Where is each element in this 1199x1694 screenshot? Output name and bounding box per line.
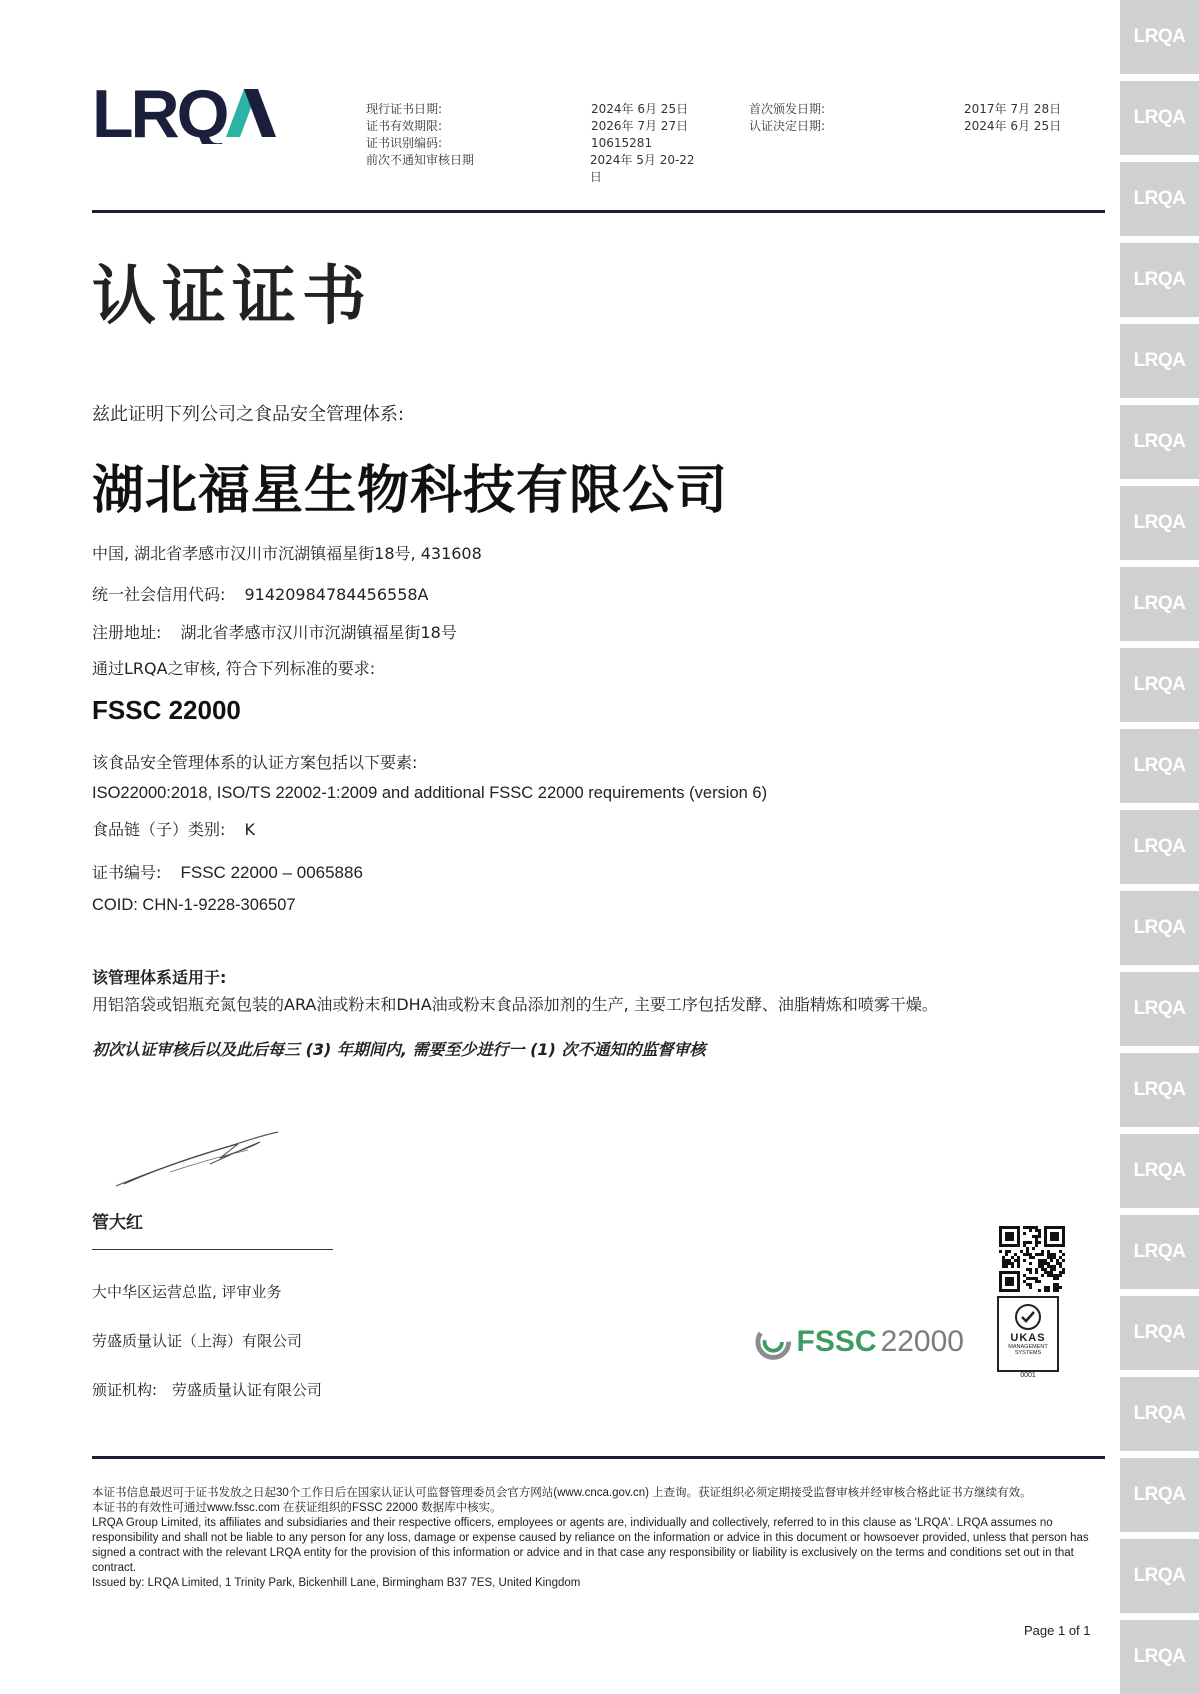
side-tab: [1120, 0, 1199, 74]
svg-text:LRQ: LRQ: [92, 82, 227, 144]
meta-label: 前次不通知审核日期: [366, 153, 475, 167]
side-tab-label: LRQA: [1133, 1322, 1186, 1343]
cert-number-value: FSSC 22000 – 0065886: [180, 863, 363, 882]
side-tab: [1120, 1053, 1199, 1127]
issuer-name: 劳盛质量认证有限公司: [171, 1381, 322, 1399]
side-tab-label: LRQA: [1133, 431, 1186, 452]
side-tab-label: LRQA: [1133, 1241, 1186, 1262]
side-tab: [1120, 162, 1199, 236]
side-tab-label: LRQA: [1133, 107, 1186, 128]
side-tab: [1120, 1620, 1199, 1694]
surveillance-note: 初次认证审核后以及此后每三 (3) 年期间内, 需要至少进行一 (1) 次不通知的监督审核: [92, 1040, 706, 1059]
footer-line-issuer: Issued by: LRQA Limited, 1 Trinity Park, Bickenhill Lane, Birmingham B37 7ES, United Kingdom: [92, 1577, 581, 1589]
ukas-subtext: MANAGEMENT SYSTEMS: [1008, 1344, 1048, 1356]
fssc-swirl-icon: [754, 1322, 793, 1362]
page-number: Page 1 of 1: [1024, 1623, 1091, 1638]
side-tab-label: LRQA: [1133, 1160, 1186, 1181]
side-tab-label: LRQA: [1133, 593, 1186, 614]
scope-text: 用铝箔袋或铝瓶充氮包装的ARA油或粉末和DHA油或粉末食品添加剂的生产, 主要工序包括发酵、油脂精炼和喷雾干燥。: [92, 995, 938, 1014]
side-tab-label: LRQA: [1133, 188, 1186, 209]
side-tab: [1120, 405, 1199, 479]
side-tab-label: LRQA: [1133, 1079, 1186, 1100]
meta-value: 2024年 6月 25日: [964, 119, 1062, 133]
meta-value: 2026年 7月 27日: [591, 119, 689, 133]
meta-label: 首次颁发日期:: [749, 102, 826, 116]
side-tab: [1120, 891, 1199, 965]
scheme-intro: 该食品安全管理体系的认证方案包括以下要素:: [92, 753, 418, 772]
issuer-label: 颁证机构:: [92, 1381, 158, 1399]
company-address: 中国, 湖北省孝感市汉川市沉湖镇福星街18号, 431608: [92, 544, 482, 563]
side-tab-label: LRQA: [1133, 1565, 1186, 1586]
category-row: [92, 817, 255, 840]
footer-line-disclaimer: LRQA Group Limited, its affiliates and subsidiaries and their respective officers, employees or agents are, individually and collectively, referred to in this clause as 'LRQA'. LRQA assumes no responsibility and shall not be liable to any person for any loss, damage or expense caused by reliance on the information or advice in this document or howsoever provided, unless that person has signed a contract with the relevant LRQA entity for the provision of this information or advice and in that case any responsibility or liability is exclusively on the terms and conditions set out in that contract.: [92, 1517, 1089, 1574]
side-tab-label: LRQA: [1133, 512, 1186, 533]
side-tab-label: LRQA: [1133, 674, 1186, 695]
footer-line-cnca: 本证书信息最迟可于证书发放之日起30个工作日后在国家认证认可监督管理委员会官方网站(www.cnca.gov.cn) 上查询。获证组织必须定期接受监督审核并经审核合格此证书方继续有效。: [92, 1487, 1032, 1499]
meta-value: 2024年 5月 20-22日: [589, 153, 695, 184]
side-tab: [1120, 1539, 1199, 1613]
meta-label: 证书有效期限:: [366, 119, 443, 133]
certificate-title: 认证证书: [92, 260, 372, 334]
signatory-name: 管大红: [92, 1213, 143, 1233]
side-tab: [1120, 648, 1199, 722]
cert-number-row: [92, 860, 363, 883]
footer-divider: [92, 1456, 1105, 1459]
fssc-logo-light: 22000: [880, 1325, 964, 1358]
signature-line: [92, 1249, 333, 1250]
side-tab-strip: [1120, 0, 1199, 1694]
side-tab: [1120, 1296, 1199, 1370]
header-divider: [92, 210, 1105, 213]
registered-address-row: [92, 620, 457, 643]
credit-code-row: [92, 582, 429, 605]
side-tab-label: LRQA: [1133, 917, 1186, 938]
side-tab: [1120, 1215, 1199, 1289]
header-meta-right: [749, 101, 1079, 135]
side-tab: [1120, 1458, 1199, 1532]
meta-label: 证书识别编码:: [366, 136, 443, 150]
audit-statement: 通过LRQA之审核, 符合下列标准的要求:: [92, 659, 376, 678]
intro-text: 兹此证明下列公司之食品安全管理体系:: [92, 404, 405, 425]
side-tab-label: LRQA: [1133, 350, 1186, 371]
side-tab: [1120, 810, 1199, 884]
reg-address-label: 注册地址:: [92, 623, 162, 642]
side-tab: [1120, 1377, 1199, 1451]
reg-address-value: 湖北省孝感市汉川市沉湖镇福星街18号: [180, 623, 457, 642]
qr-code: [999, 1226, 1065, 1292]
header-meta-left: [366, 101, 706, 186]
category-value: K: [244, 820, 255, 839]
side-tab: [1120, 972, 1199, 1046]
signature: [110, 1128, 290, 1190]
standard-name: FSSC 22000: [92, 695, 241, 725]
side-tab-label: LRQA: [1133, 1403, 1186, 1424]
meta-value: 2017年 7月 28日: [964, 102, 1062, 116]
side-tab-label: LRQA: [1133, 998, 1186, 1019]
meta-label: 现行证书日期:: [366, 102, 443, 116]
footer-line-fssc: 本证书的有效性可通过www.fssc.com 在获证组织的FSSC 22000 数据库中核实。: [92, 1502, 502, 1514]
cert-number-label: 证书编号:: [92, 863, 162, 882]
issuer-row: [92, 1379, 322, 1400]
side-tab: [1120, 1134, 1199, 1208]
fssc-logo-bold: FSSC: [796, 1325, 877, 1358]
footer-notes: [92, 1486, 1102, 1591]
lrqa-logo: [92, 82, 277, 144]
ukas-tick-icon: [1013, 1302, 1043, 1332]
side-tab: [1120, 243, 1199, 317]
credit-code-label: 统一社会信用代码:: [92, 585, 226, 604]
side-tab-label: LRQA: [1133, 1646, 1186, 1667]
company-name: 湖北福星生物科技有限公司: [92, 461, 729, 521]
side-tab-label: LRQA: [1133, 1484, 1186, 1505]
signatory-title: 大中华区运营总监, 评审业务: [92, 1283, 282, 1301]
side-tab: [1120, 81, 1199, 155]
side-tab: [1120, 486, 1199, 560]
ukas-badge: [997, 1296, 1059, 1379]
side-tab-label: LRQA: [1133, 836, 1186, 857]
side-tab: [1120, 324, 1199, 398]
side-tab-label: LRQA: [1133, 269, 1186, 290]
side-tab: [1120, 567, 1199, 641]
fssc-22000-logo: [754, 1320, 964, 1364]
ukas-number: 0001: [1020, 1372, 1036, 1379]
signatory-company: 劳盛质量认证（上海）有限公司: [92, 1332, 303, 1350]
meta-value: 10615281: [591, 136, 653, 150]
side-tab-label: LRQA: [1133, 26, 1186, 47]
credit-code-value: 91420984784456558A: [244, 585, 429, 604]
coid: COID: CHN-1-9228-306507: [92, 896, 296, 914]
meta-label: 认证决定日期:: [749, 119, 826, 133]
side-tab: [1120, 729, 1199, 803]
category-label: 食品链（子）类别:: [92, 820, 226, 839]
meta-value: 2024年 6月 25日: [591, 102, 689, 116]
scheme-items: ISO22000:2018, ISO/TS 22002-1:2009 and additional FSSC 22000 requirements (version 6): [92, 784, 768, 802]
scope-label: 该管理体系适用于:: [92, 968, 227, 987]
ukas-text: UKAS: [1010, 1332, 1046, 1344]
side-tab-label: LRQA: [1133, 755, 1186, 776]
